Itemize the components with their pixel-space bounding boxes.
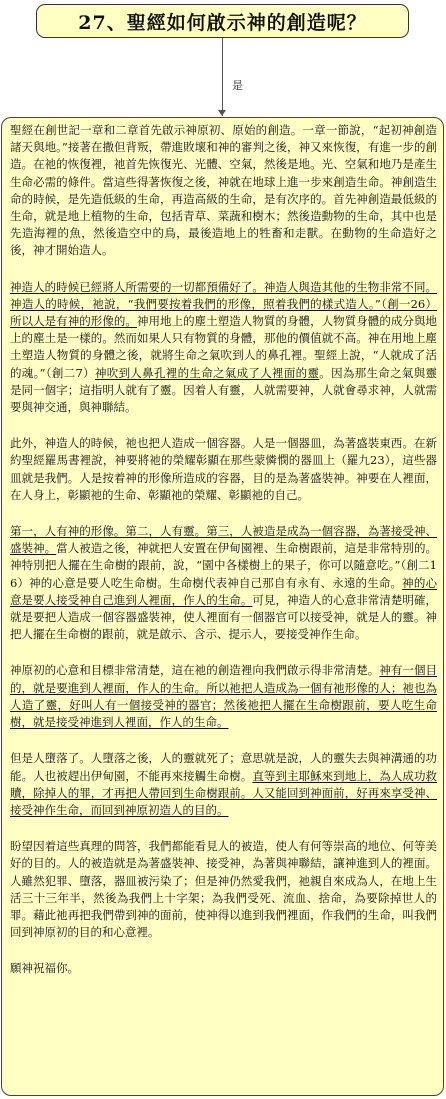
answer-paragraph xyxy=(10,750,437,819)
paragraph-text: 當人被造之後，神就把人安置在伊甸園裡、生命樹跟前，這是非常特別的。神特別把人擺在生命樹的跟前，說，“園中各樣樹上的果子，你可以隨意吃。”（創二16）神的心意是要人吃生命樹。生命樹代表神自己那自有永有、永遠的生命。 xyxy=(10,541,438,590)
paragraph-text: 聖經在創世記一章和二章首先啟示神原初、原始的創造。一章一節說，“起初神創造諸天與地。”接著在撒但背叛，帶進敗壞和神的審判之後，神又來恢復，有進一步的創造。在祂的恢復裡，祂首先恢復光、光體、空氣，然後是地。光、空氣和地乃是產生生命必需的條件。當這些得著恢復之後，神就在地球上進一步來創造生命。神創造生命的時候，是先造低級的生命，再造高級的生命，是有次序的。首先神創造最低級的生命，就是地上植物的生命，包括青草、菜蔬和樹木；然後造動物的生命，其中也是先造海裡的魚，然後造空中的鳥，最後造地上的牲畜和走獸。在動物的生命造好之後，神才開始造人。 xyxy=(10,123,437,258)
flow-arrow-head xyxy=(218,110,226,116)
answer-paragraph xyxy=(10,838,437,941)
answer-paragraph xyxy=(10,122,437,260)
paragraph-text: 此外，神造人的時候，祂也把人造成一個容器。人是一個器皿，為著盛裝東西。在新約聖經羅馬書裡說，神要將祂的榮耀彰顯在那些蒙憐憫的器皿上（羅九23），這些器皿就是我們。人是按着神的形像所造成的容器，目的是為著盛裝神。神要在人裡面，在人身上，彰顯祂的生命、彰顯祂的榮耀、彰顯祂的自己。 xyxy=(10,436,437,502)
answer-paragraph xyxy=(10,279,437,417)
answer-body-box xyxy=(1,117,444,1096)
paragraph-text: 盼望因着這些真理的問答，我們都能看見人的被造，使人有何等崇高的地位、何等美好的目的。人的被造就是為著盛裝神、接受神，為著與神聯結，讓神進到人的裡面。人雖然犯罪、墮落，器皿被污染了；但是神仍然愛我們，祂親自來成為人，在地上生活三十三年半，然後為我們上十字架；為我們受死、流血、捨命，為要除掉世人的罪。藉此祂再把我們帶到神的面前，使神得以進到我們裡面，作我們的生命，叫我們回到神原初的目的和心意裡。 xyxy=(10,839,437,940)
emphasized-text: 神吹到人鼻孔裡的生命之氣成了人裡面的靈 xyxy=(94,365,320,380)
flow-connector-label: 是 xyxy=(232,79,243,92)
flow-connector-line xyxy=(222,38,223,116)
paragraph-text: 可見，神造人的心意非常清楚明確，就是要把人造成一個容器盛裝神，使人裡面有一個器官可以接受神，就是人的靈。神把人擺在生命樹的跟前，就是啟示、含示、提示人，要接受神作生命。 xyxy=(10,592,437,642)
answer-paragraph xyxy=(10,662,437,731)
emphasized-text: 神有一個目的，就是要進到人裡面，作人的生命。所以祂把人造成為一個有祂形像的人；祂也為人造了靈，好叫人有一個接受神的器官；然後祂把人擺在生命樹跟前，要人吃生命樹，就是接受神進到人裡面，作人的生命。 xyxy=(10,663,438,730)
paragraph-text: 神原初的心意和目標非常清楚，這在祂的創造裡向我們啟示得非常清楚。 xyxy=(10,663,380,678)
paragraph-text: 但是人墮落了。人墮落之後，人的靈就死了；意思就是說，人的靈失去與神溝通的功能。人也被趕出伊甸園，不能再來接觸生命樹。 xyxy=(10,751,437,783)
emphasized-text: 神造人的時候已經將人所需要的一切都預備好了。神造人與造其他的生物非常不同。神造人的時候，祂說，“我們要按着我們的形像，照着我們的樣式造人。”（創一26）所以人是有神的形像的。 xyxy=(10,279,437,329)
emphasized-text: 神的心意是要人接受神自己進到人裡面，作人的生命。 xyxy=(10,575,437,607)
answer-paragraph xyxy=(10,960,437,977)
answer-paragraph xyxy=(10,435,437,504)
question-title-box xyxy=(36,4,409,38)
paragraph-text: 神用地上的塵土塑造人物質的身體，人物質身體的成分與地上的塵土是一樣的。然而如果人只有物質的身體，那他的價值就不高。神在用地上塵土塑造人物質的身體之後，就將生命之氣吹到人的鼻孔裡。聖經上說，“人就成了活的魂。”（創二7） xyxy=(10,314,438,380)
emphasized-text: 直等到主耶穌來到地上，為人成功救贖，除掉人的罪，才再把人帶回到生命樹跟前。人又能回到神面前，好再來享受神、接受神作生命，而回到神原初造人的目的。 xyxy=(10,768,437,817)
question-title: 27、聖經如何啟示神的創造呢？ xyxy=(78,11,367,34)
emphasized-text: 第一，人有神的形像。第二，人有靈。第三，人被造是成為一個容器，為著接受神、盛裝神。 xyxy=(10,524,437,556)
answer-paragraph xyxy=(10,523,437,643)
paragraph-text: 。因為那生命之氣與靈是同一個字；這指明人就有了靈。因着人有靈，人就需要神，人就會尋求神，人就需要與神交通，與神聯結。 xyxy=(10,365,438,415)
answer-content xyxy=(10,122,437,978)
paragraph-text: 願神祝福你。 xyxy=(10,961,79,976)
